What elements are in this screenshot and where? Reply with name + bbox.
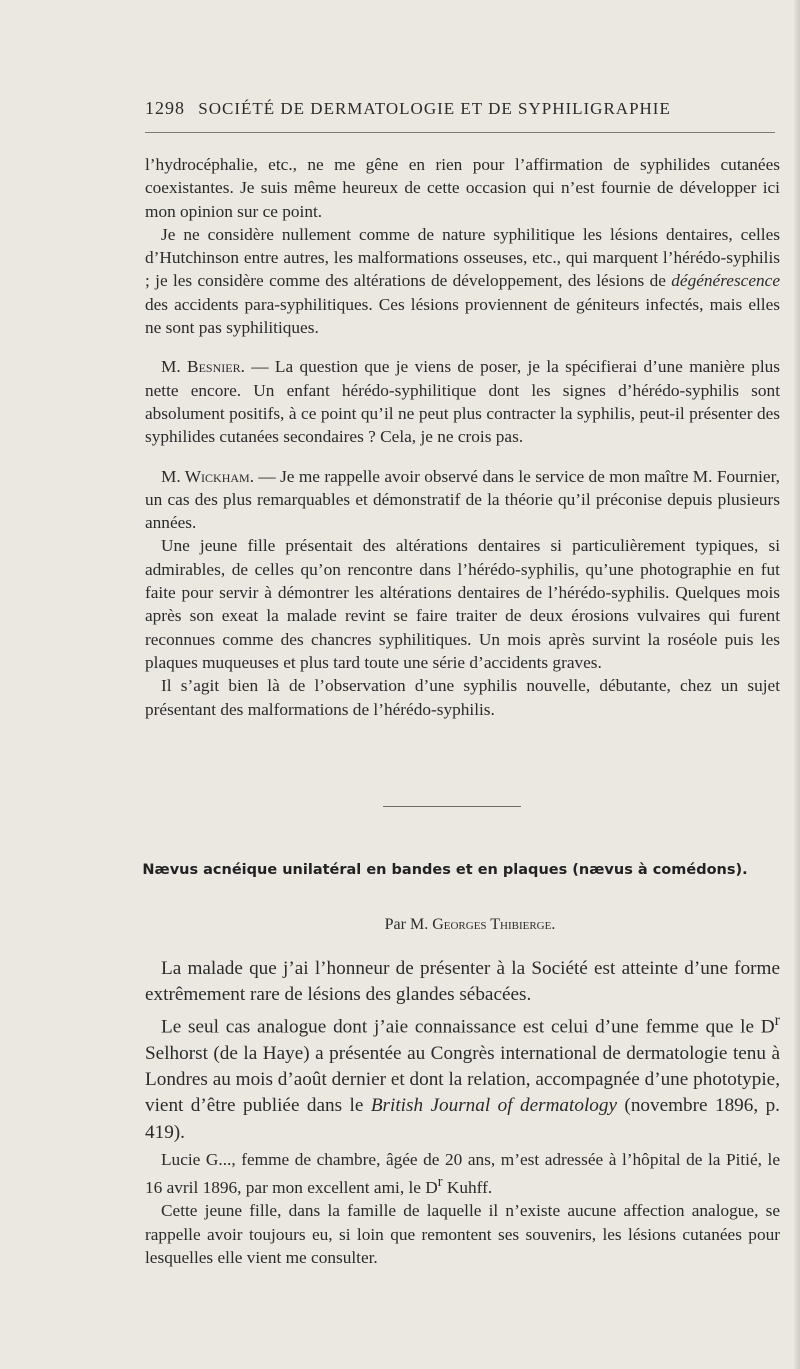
speaker-name: M. Wickham. [161,466,255,486]
paragraph-wickham [145,465,780,535]
paragraph-text: — Je me rappelle avoir observé dans le service de mon maître M. Fournier, un cas des plus remarquables et démonstratif de la théorie qu’il préconise depuis plusieurs années. [145,466,780,533]
author-name: Georges Thibierge. [432,916,556,933]
paragraph-text: (novembre 1896, p. 419). [145,1095,780,1143]
paragraph-lucie [145,1148,780,1199]
superscript: r [437,1174,443,1191]
paragraph-text: — La question que je viens de poser, je la spécifierai d’une manière plus nette encore. Un enfant hérédo-syphilitique dont les signes d’hérédo-syphilis sont absolument positifs, à ce point qu’il ne peut plus contracter la syphilis, peut-il présenter des syphilides cutanées secondaires ? Cela, je ne crois pas. [145,357,781,447]
journal-title: British Journal of dermatology [370,1095,617,1117]
header-rule [145,132,775,133]
running-header [145,98,785,119]
paragraph-jeune-fille: Une jeune fille présentait des altérations dentaires si particulièrement typiques, si admirables, de celles qu’on rencontre dans l’hérédo-syphilis, qu’une photographie en fut faite pour servir à démontrer les altérations dentaires de l’hérédo-syphilis. Quelques mois après son exeat la malade revint se faire traiter de deux érosions vulvaires qui furent reconnues comme des chancres syphilitiques. Un mois après survint la roséole puis les plaques muqueuses et plus tard toute une série d’accidents graves. [145,536,780,672]
paragraph-text: Je ne considère nullement comme de nature syphilitique les lésions dentaires, celles d’Hutchinson entre autres, les malformations osseuses, etc., qui marquent l’hérédo-syphilis ; je les considère comme des altérations de développement, des lésions de [145,224,780,291]
page-number: 1298 [145,98,185,118]
paragraph-antecedents: Cette jeune fille, dans la famille de laquelle il n’existe aucune affection analogue, se rappelle avoir toujours eu, si loin que remontent ses souvenirs, les lésions cutanées pour lesquelles elle vient me consulter. [145,1201,780,1267]
paragraph-text: Lucie G..., femme de chambre, âgée de 20 ans, m’est adressée à l’hôpital de la Pitié, le 16 avril 1896, par mon excellent ami, le D [145,1150,780,1198]
paragraph-presentation: La malade que j’ai l’honneur de présenter à la Société est atteinte d’une forme extrêmement rare de lésions des glandes sébacées. [145,958,780,1006]
article-title: Nævus acnéique unilatéral en bandes et en plaques (nævus à comédons). [142,862,748,878]
case-description [145,1148,780,1269]
paragraph-text: Le seul cas analogue dont j’aie connaissance est celui d’une femme que le D [161,1016,775,1038]
discussion-section [145,153,780,721]
paragraph-lesions-dentaires [145,223,780,339]
paragraph-text: Selhorst (de la Haye) a présentée au Congrès international de dermatologie tenu à Londres au mois d’août dernier et dont la relation, accompagnée d’une phototypie, vient d’être publiée dans le [145,1043,780,1117]
byline-prefix: Par M. [384,916,433,933]
paragraph-observation: Il s’agit bien là de l’observation d’une syphilis nouvelle, débutante, chez un sujet présentant des malformations de l’hérédo-syphilis. [145,676,780,719]
section-divider [383,806,521,807]
paragraph-besnier [145,355,780,448]
running-title: SOCIÉTÉ DE DERMATOLOGIE ET DE SYPHILIGRAPHIE [198,99,671,118]
article-byline [145,916,795,934]
paragraph-text: Kuhff. [442,1178,493,1198]
paragraph-text: des accidents para-syphilitiques. Ces lésions proviennent de géniteurs infectés, mais elles ne sont pas syphilitiques. [145,294,780,338]
speaker-name: M. Besnier. [161,357,245,377]
paragraph-hydrocephalie: l’hydrocéphalie, etc., ne me gêne en rien pour l’affirmation de syphilides cutanées coexistantes. Je suis même heureux de cette occasion qui n’est fournie de développer ici mon opinion sur ce point. [145,155,780,221]
article-intro [145,956,780,1146]
emphasis-degenerescence: dégénérescence [671,271,780,291]
paragraph-cas-analogue [145,1008,780,1145]
page-edge [794,0,800,1369]
superscript: r [774,1012,780,1030]
